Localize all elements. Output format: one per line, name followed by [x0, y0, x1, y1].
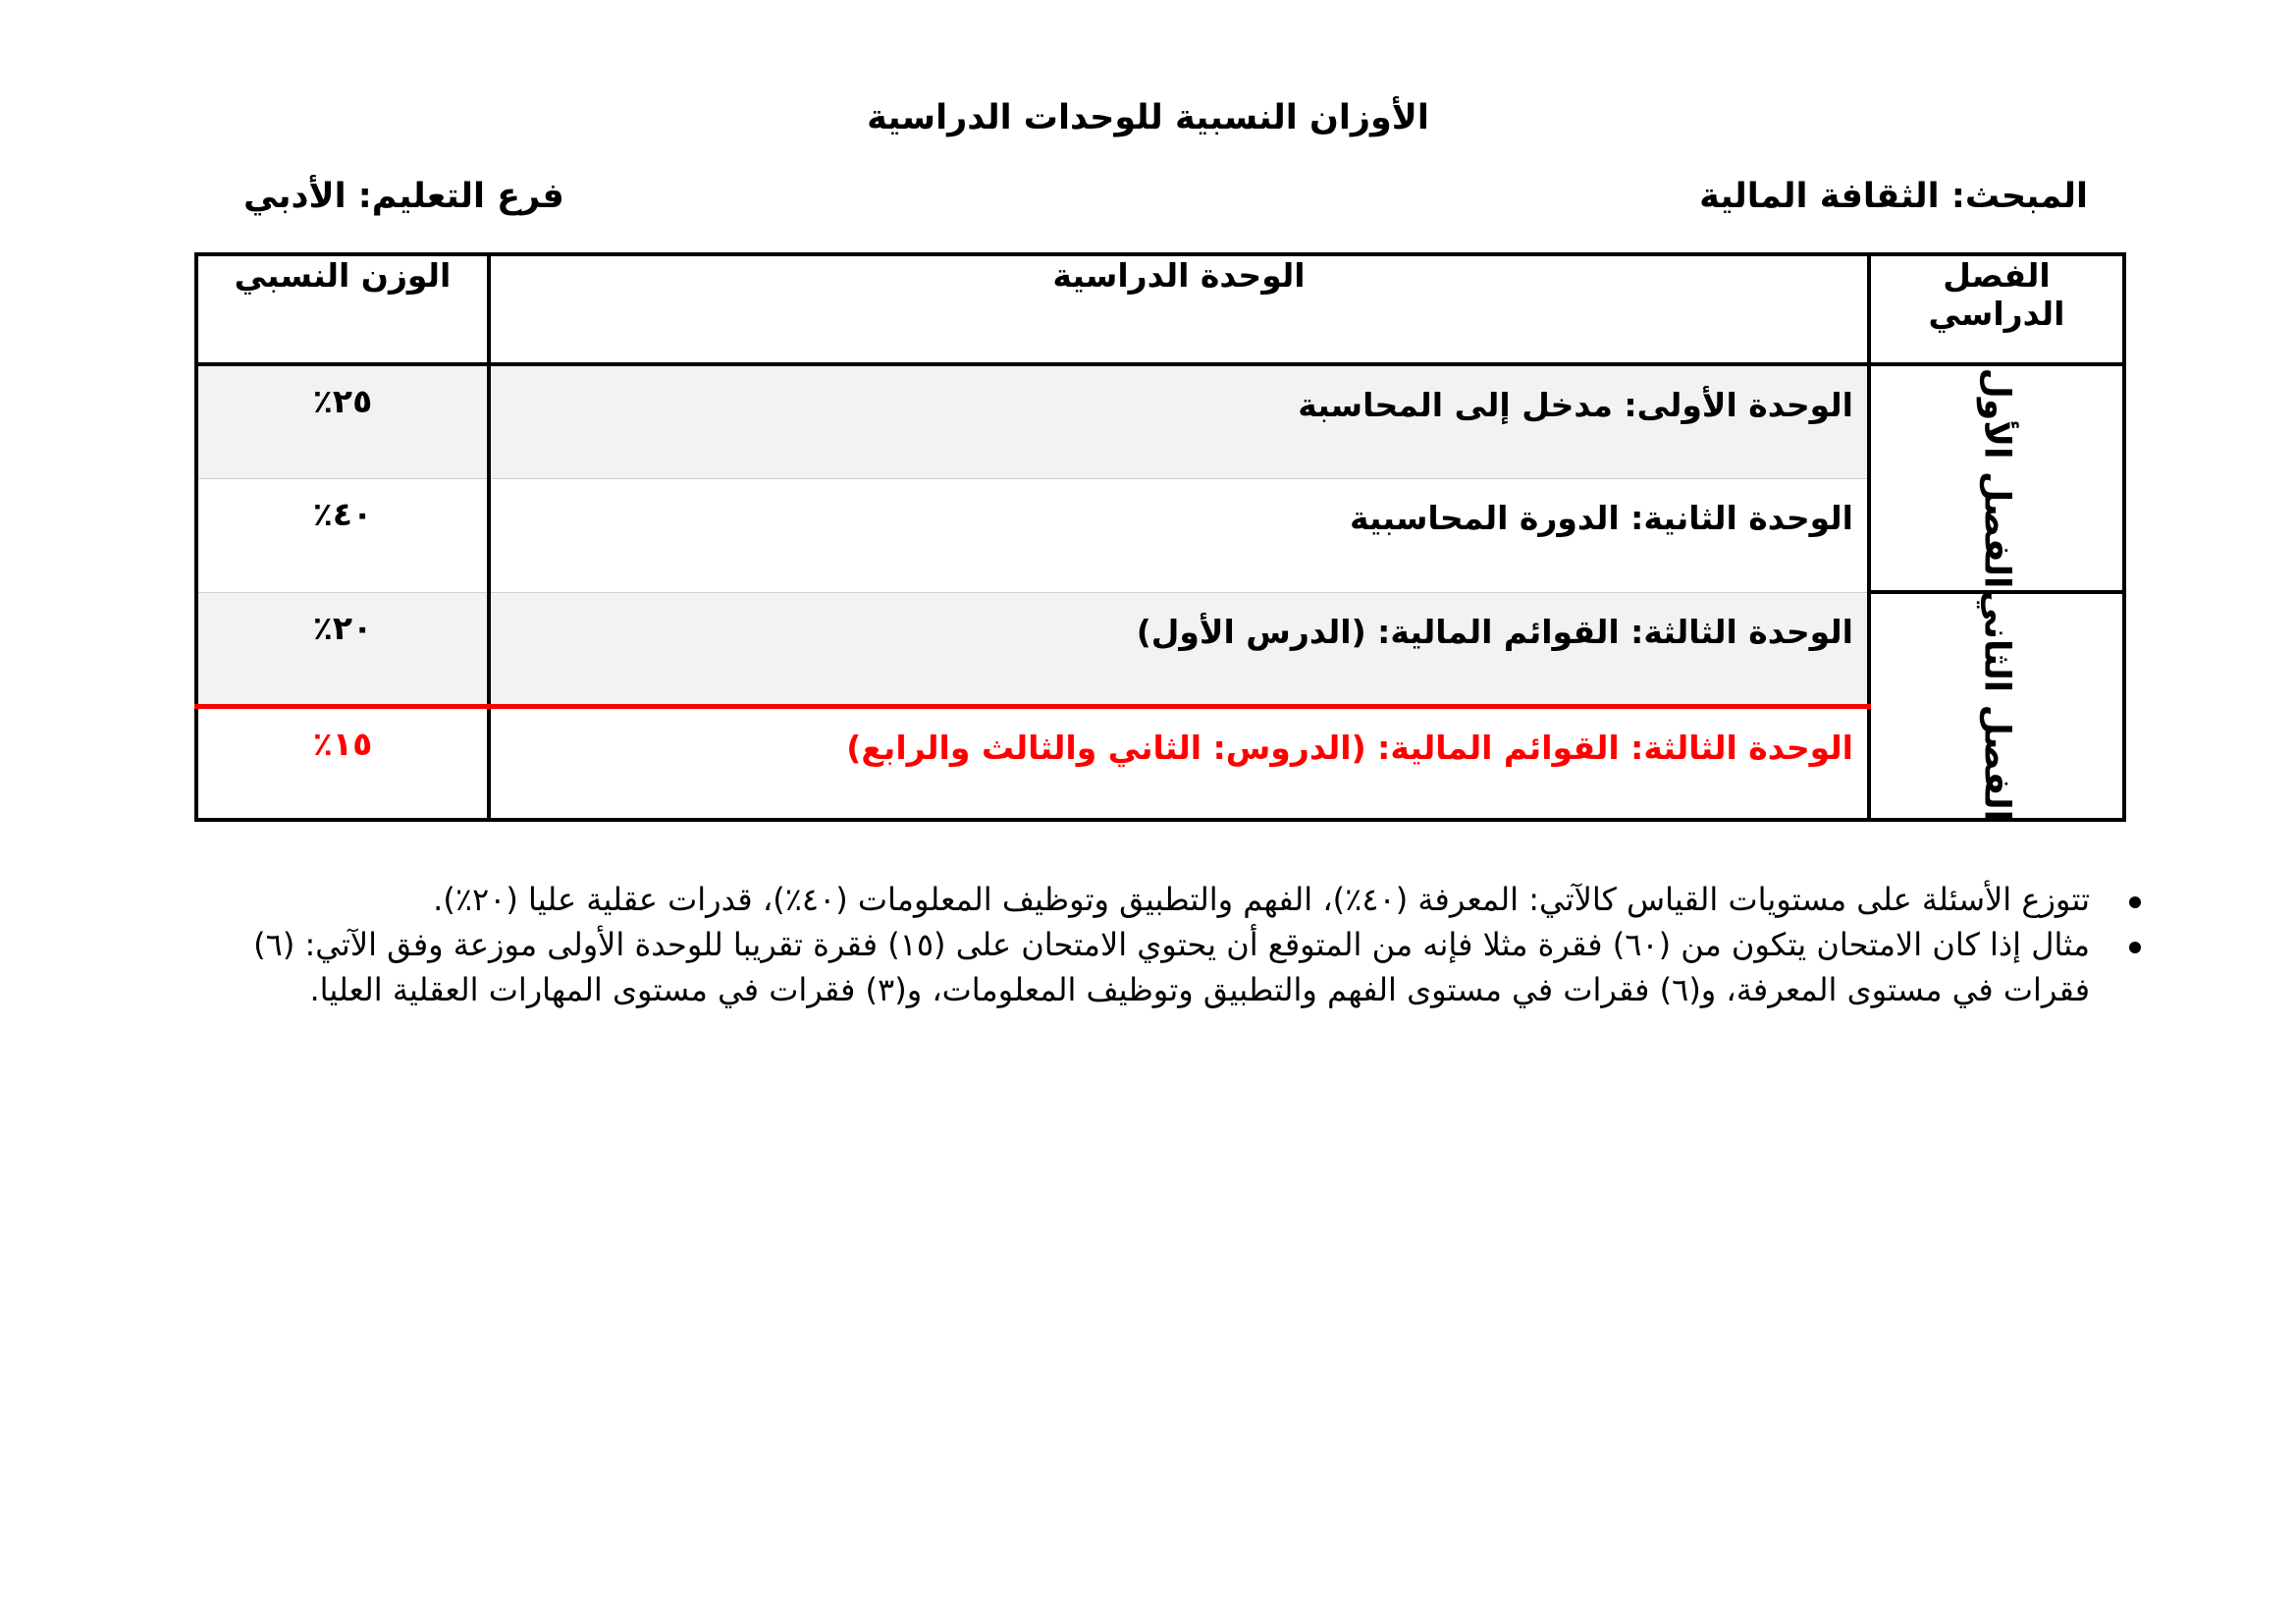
- table-header-row: [196, 254, 2124, 364]
- unit-cell: الوحدة الثالثة: القوائم المالية: (الدرس الأول): [489, 592, 1869, 706]
- semester-second-cell: [1869, 592, 2124, 820]
- page-title: الأوزان النسبية للوحدات الدراسية: [867, 98, 1429, 137]
- table-row: [196, 478, 2124, 592]
- bullet-icon: [2129, 942, 2141, 953]
- table-row-highlighted: [196, 706, 2124, 820]
- weights-table: [194, 252, 2126, 822]
- table-row: [196, 364, 2124, 478]
- unit-cell: الوحدة الثانية: الدورة المحاسبية: [489, 478, 1869, 592]
- table-row: [196, 592, 2124, 706]
- notes-list: [157, 877, 2109, 1012]
- note-text: تتوزع الأسئلة على مستويات القياس كالآتي: المعرفة (٤٠٪)، الفهم والتطبيق وتوظيف المعلومات (٤٠٪)، قدرات عقلية عليا (٢٠٪).: [433, 881, 2090, 918]
- weight-cell: ٤٠٪: [196, 478, 489, 592]
- weight-cell: ٢٥٪: [196, 364, 489, 478]
- note-text: مثال إذا كان الامتحان يتكون من (٦٠) فقرة مثلا فإنه من المتوقع أن يحتوي الامتحان على (١٥) فقرة تقريبا للوحدة الأولى موزعة وفق الآتي: (٦) فقرات في مستوى المعرفة، و(٦) فقرات في مستوى الفهم والتطبيق وتوظيف المعلومات، و(٣) فقرات في مستوى المهارات العقلية العليا.: [253, 926, 2090, 1008]
- semester-second-label: الفصل الثاني: [1976, 590, 2017, 822]
- subject-label: المبحث: الثقافة المالية: [1699, 177, 2088, 216]
- weight-cell: ٢٠٪: [196, 592, 489, 706]
- header-unit: الوحدة الدراسية: [489, 254, 1869, 364]
- semester-first-cell: [1869, 364, 2124, 592]
- list-item: [157, 877, 2109, 922]
- weight-cell: ١٥٪: [196, 706, 489, 820]
- semester-first-label: الفصل الأول: [1976, 367, 2017, 589]
- branch-label: فرع التعليم: الأدبي: [243, 177, 564, 216]
- header-weight: الوزن النسبي: [196, 254, 489, 364]
- header-semester: الفصل الدراسي: [1869, 254, 2124, 364]
- bullet-icon: [2129, 896, 2141, 908]
- list-item: [157, 922, 2109, 1012]
- unit-cell: الوحدة الثالثة: القوائم المالية: (الدروس: الثاني والثالث والرابع): [489, 706, 1869, 820]
- unit-cell: الوحدة الأولى: مدخل إلى المحاسبة: [489, 364, 1869, 478]
